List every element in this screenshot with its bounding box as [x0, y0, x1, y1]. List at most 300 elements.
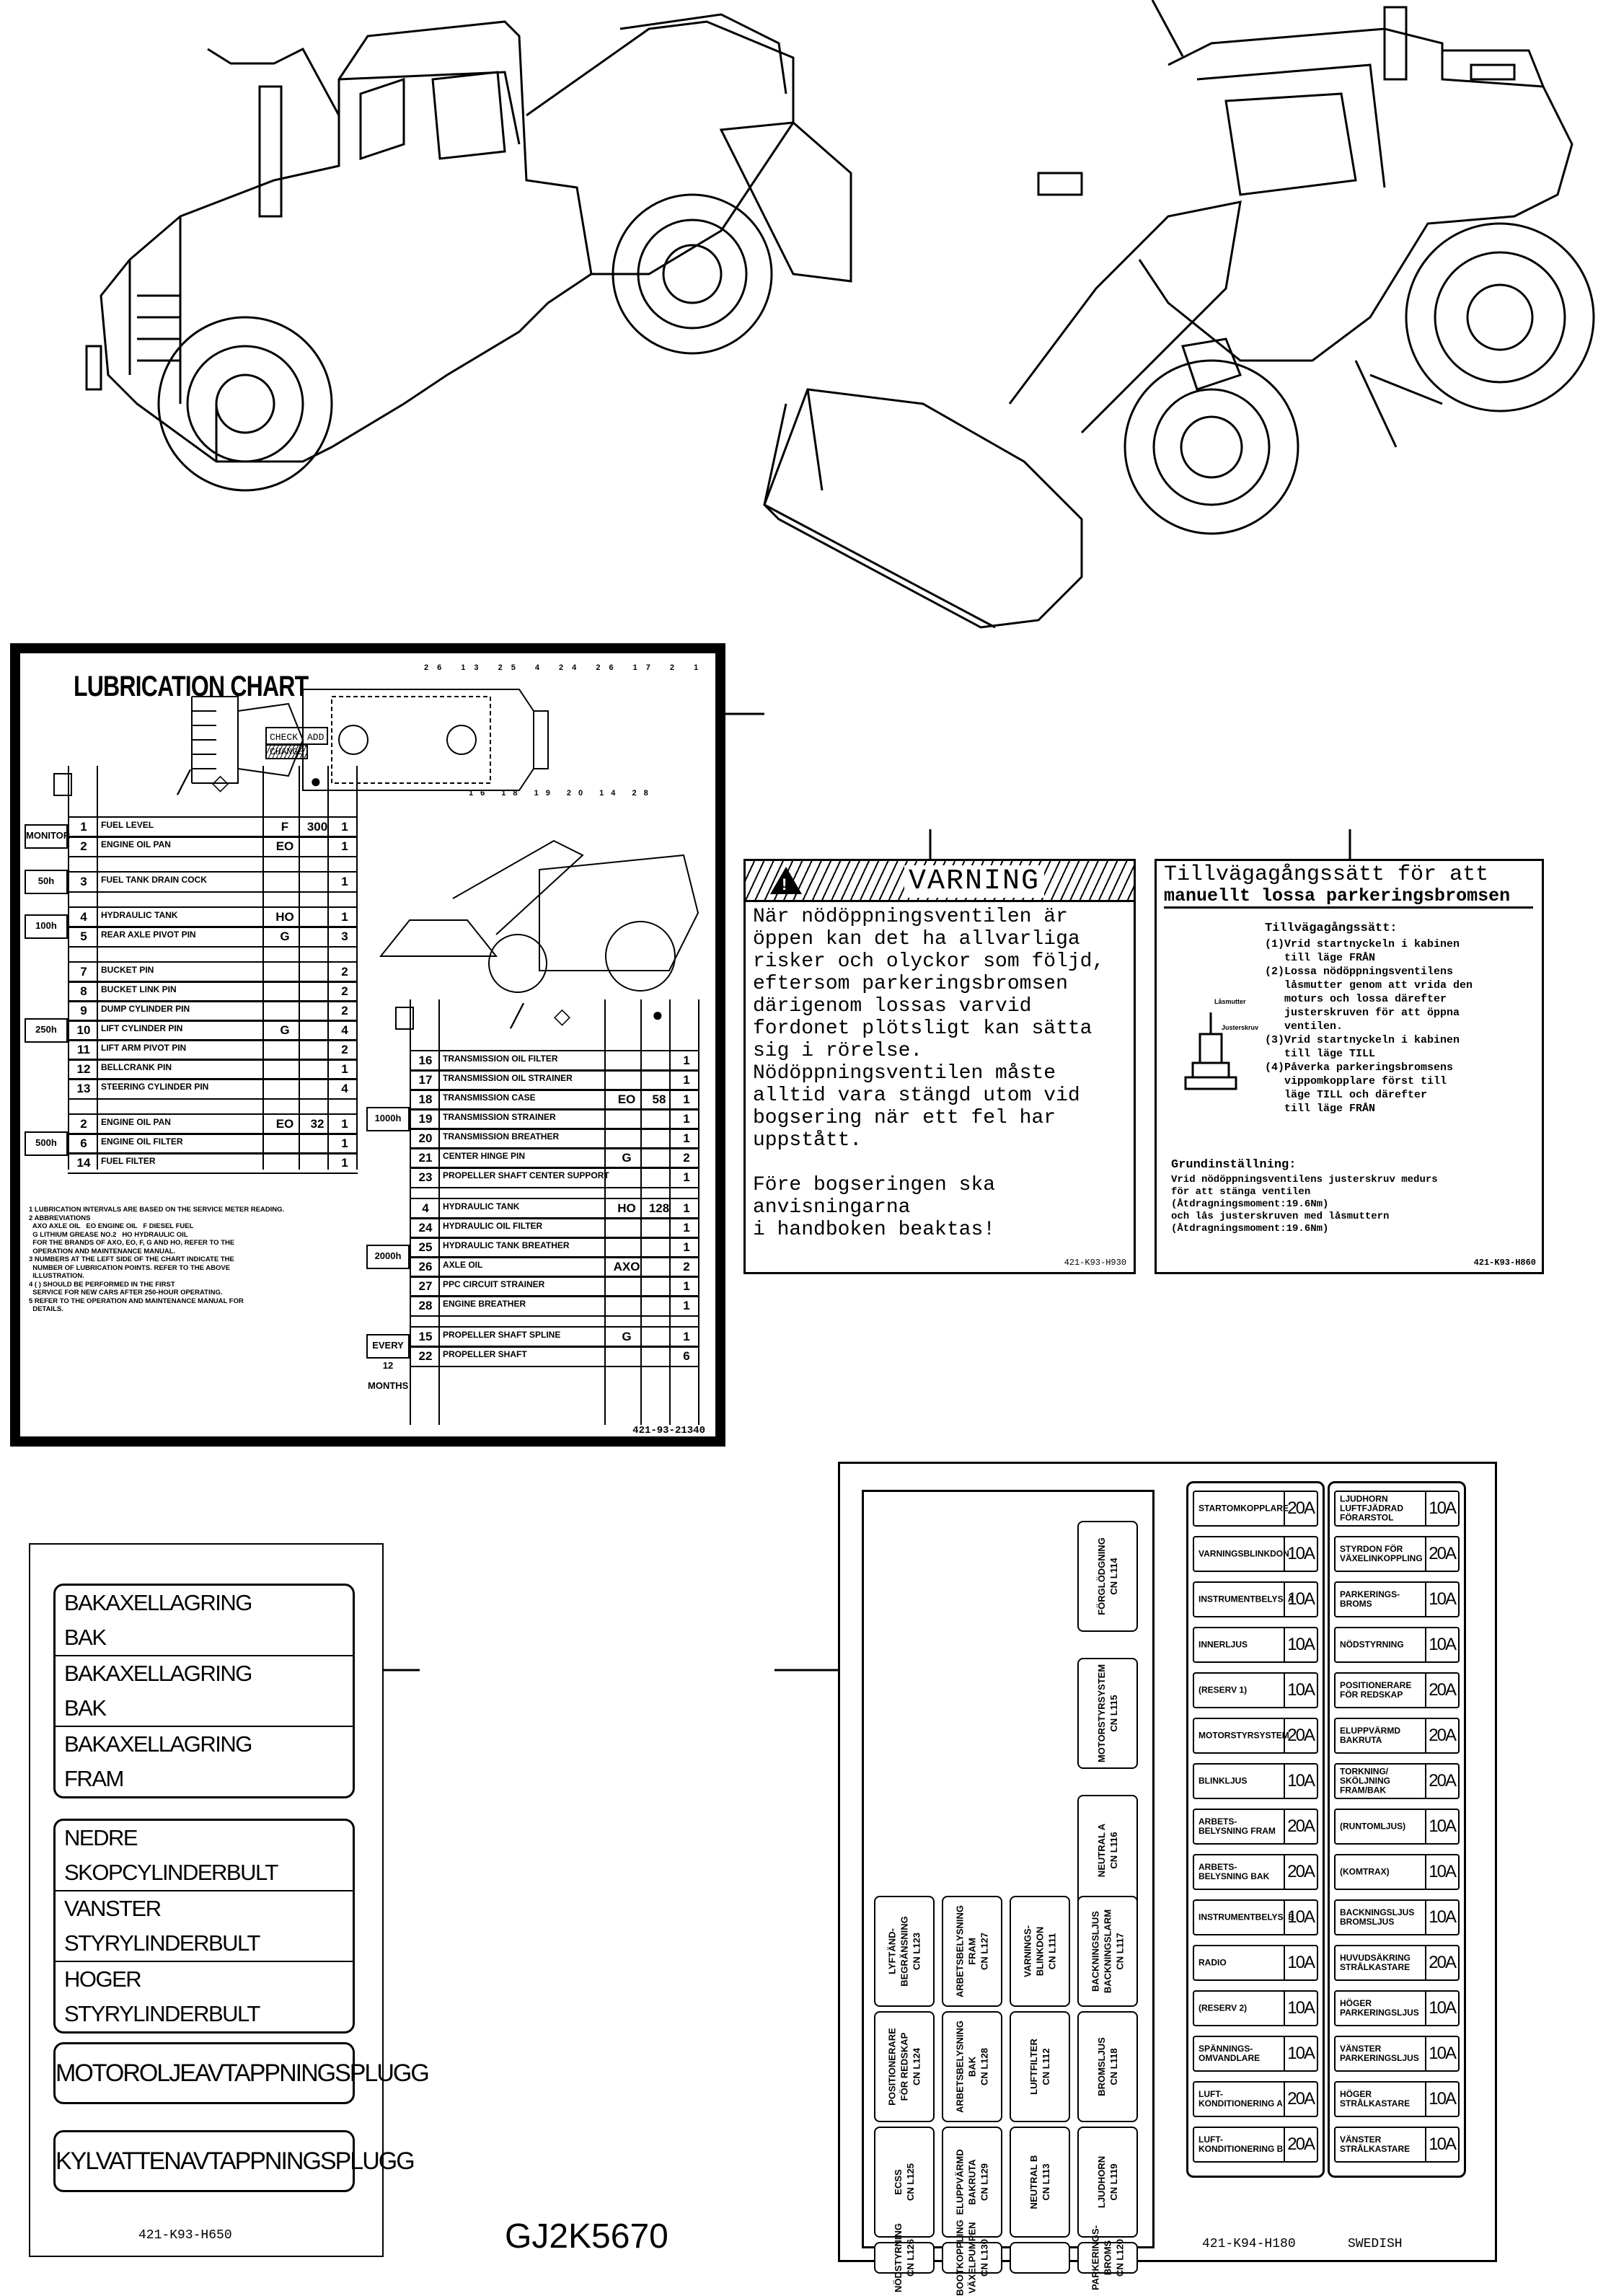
lube-row [410, 1089, 699, 1111]
lube-point-count: 1 [341, 910, 348, 924]
fuse-slot [1193, 1763, 1318, 1799]
lubricant-code: G [622, 1151, 632, 1165]
grease-gun-icon: ╱ [177, 771, 191, 795]
oil-can-icon: ◇ [212, 771, 229, 795]
lube-point-name: LIFT CYLINDER PIN [101, 1023, 183, 1033]
top-view-numbers-bottom: 16 18 19 20 14 28 [469, 789, 655, 798]
lube-point-number: 26 [418, 1260, 433, 1273]
valve-diagram [1171, 1005, 1250, 1092]
fuse-amperage: 20A [1429, 1680, 1455, 1700]
connector-code: CN L126 [905, 2238, 916, 2277]
connector-code: CN L112 [1041, 2048, 1051, 2085]
basic-setting-heading: Grundinställning: [1171, 1158, 1297, 1172]
connector-code: CN L116 [1108, 1832, 1119, 1869]
lube-point-number: 7 [80, 965, 87, 979]
fuse-name: RADIO [1198, 1957, 1227, 1968]
lube-point-count: 1 [683, 1279, 690, 1293]
fuse-slot [1334, 2127, 1460, 2163]
fuse-slot [1193, 1536, 1318, 1572]
lube-row [410, 1198, 699, 1219]
connector-code: CN L125 [905, 2163, 916, 2202]
lubricant-code: F [281, 820, 289, 834]
fuse-amperage: 10A [1429, 1862, 1455, 1881]
lubricant-code: EO [617, 1092, 636, 1106]
connector-name: VARNINGS- BLINKDON [1022, 1925, 1046, 1977]
lube-point-count: 1 [683, 1299, 690, 1312]
fuse-slot [1334, 1718, 1460, 1754]
axle-label-group-1 [53, 1584, 355, 1798]
connector-name: NEUTRAL A [1096, 1823, 1107, 1878]
connector-name: BROMSLJUS [1096, 2037, 1107, 2096]
top-lube-table [25, 766, 363, 1198]
fuse-name: MOTORSTYRSYSTEM [1198, 1730, 1289, 1741]
lube-point-count: 1 [683, 1170, 690, 1184]
lube-point-name: PROPELLER SHAFT [443, 1349, 527, 1359]
connector-code: CN L111 [1046, 1933, 1058, 1970]
lube-point-count: 2 [341, 1043, 348, 1056]
fuse-slot [1334, 1491, 1460, 1527]
fuse-slot [1193, 1899, 1318, 1935]
lube-point-number: 6 [80, 1136, 87, 1150]
connector-name: BACKNINGSLJUS BACKNINGSLARM [1090, 1909, 1113, 1994]
leader-line-left [208, 49, 339, 115]
lube-point-count: 4 [341, 1082, 348, 1095]
fuse-amperage: 10A [1429, 2044, 1455, 2063]
lube-row [68, 1152, 358, 1174]
fuse-slot [1193, 1945, 1318, 1981]
basic-setting-text: Vrid nödöppningsventilens justerskruv medurs för att stänga ventilen (Åtdragningsmoment:19.6Nm) och lås justerskruven med låsmuttern (Åtdragningsmoment:19.6Nm) [1171, 1174, 1438, 1235]
connector-label [892, 2163, 917, 2201]
lubricant-code: G [280, 930, 290, 943]
connector-label [1028, 2155, 1052, 2209]
fuse-amperage: 10A [1429, 2089, 1455, 2109]
connector-name: NEUTRAL B [1028, 2155, 1039, 2209]
lube-point-count: 4 [341, 1023, 348, 1037]
lube-point-count: 1 [341, 1156, 348, 1170]
connector-name: LUFTFILTER [1028, 2039, 1039, 2095]
fuse-slot [1193, 1672, 1318, 1708]
lube-point-name: DUMP CYLINDER PIN [101, 1004, 190, 1014]
connector-code: CN L127 [979, 1932, 990, 1971]
lube-point-name: AXLE OIL [443, 1260, 483, 1270]
connector-label [1095, 1537, 1120, 1615]
fuse-amperage: 10A [1429, 1589, 1455, 1609]
side-view-diagram [366, 812, 712, 999]
lube-point-number: 23 [418, 1170, 433, 1184]
fuse-slot [1193, 2036, 1318, 2072]
lube-row [68, 836, 358, 857]
connector-label [892, 2223, 917, 2292]
connector-code: CN L129 [979, 2163, 990, 2202]
lube-point-number: 22 [418, 1349, 433, 1363]
lube-point-number: 12 [76, 1062, 91, 1076]
lubricant-code: G [622, 1330, 632, 1343]
lube-point-number: 4 [422, 1201, 429, 1215]
service-interval-arrow: 250h [25, 1018, 68, 1043]
warning-decal [743, 859, 1136, 1274]
service-interval-arrow: 100h [25, 914, 68, 939]
lube-point-name: CENTER HINGE PIN [443, 1151, 526, 1161]
lube-point-name: HYDRAULIC TANK [101, 910, 178, 920]
lubricant-quantity: 300 [306, 820, 328, 834]
lube-row [68, 1078, 358, 1100]
lubricant-quantity: 128 [648, 1201, 670, 1215]
lube-row [410, 1256, 699, 1278]
fuse-name: POSITIONERARE FÖR REDSKAP [1340, 1680, 1412, 1700]
fuse-amperage: 20A [1429, 1544, 1455, 1563]
relay-connector [1010, 2011, 1070, 2122]
lube-row [68, 1039, 358, 1061]
fuse-name: SPÄNNINGS- OMVANDLARE [1198, 2044, 1261, 2063]
lube-point-count: 1 [683, 1054, 690, 1067]
fuse-slot [1193, 1809, 1318, 1845]
wheel-loader-illustration [0, 0, 1598, 635]
fuse-amperage: 10A [1429, 1998, 1455, 2018]
fuse-name: INSTRUMENTBELYS. A [1198, 1594, 1294, 1604]
procedure-subtitle: manuellt lossa parkeringsbromsen [1164, 886, 1533, 909]
lube-point-number: 25 [418, 1240, 433, 1254]
lube-point-count: 1 [341, 875, 348, 888]
lube-row [410, 1346, 699, 1367]
bottom-lube-table [366, 999, 705, 1432]
lube-point-number: 11 [77, 1043, 90, 1056]
lube-point-name: ENGINE OIL PAN [101, 839, 171, 849]
connector-label [954, 2220, 991, 2295]
lubrication-part-code: 421-93-21340 [632, 1425, 705, 1436]
lube-point-name: HYDRAULIC TANK BREATHER [443, 1240, 570, 1250]
lube-point-name: TRANSMISSION CASE [443, 1092, 536, 1103]
lube-point-number: 1 [80, 820, 87, 834]
lube-point-name: ENGINE BREATHER [443, 1299, 526, 1309]
fuse-amperage: 20A [1429, 1771, 1455, 1791]
leader-line-warning [923, 829, 937, 861]
fuse-amperage: 20A [1429, 1726, 1455, 1745]
connector-name: ARBETSBELYSNING BAK [954, 2020, 978, 2114]
lube-point-name: REAR AXLE PIVOT PIN [101, 930, 196, 940]
lube-point-count: 1 [683, 1092, 690, 1106]
lubricant-code: EO [275, 1117, 294, 1131]
fuse-name: ELUPPVÄRMD BAKRUTA [1340, 1726, 1401, 1745]
right-loader-outline [764, 7, 1594, 627]
fuse-amperage: 10A [1287, 1680, 1314, 1700]
lube-row [410, 1295, 699, 1317]
lube-row [410, 1326, 699, 1348]
lube-point-count: 1 [341, 839, 348, 853]
fuse-amperage: 10A [1287, 1544, 1314, 1563]
axle-labels-sheet [29, 1543, 428, 2257]
relay-connector [1077, 1896, 1138, 2007]
axle-labels-code: 421-K93-H650 [138, 2228, 232, 2243]
fuse-name: INSTRUMENTBELYS. B [1198, 1912, 1294, 1922]
engine-oil-drain-plug-label: MOTOROLJEAVTAPPNINGSPLUGG [53, 2042, 355, 2104]
relay-connector [1077, 2127, 1138, 2238]
fuse-slot [1334, 2036, 1460, 2072]
diagram-label-adjust-screw: Justerskruv [1222, 1024, 1259, 1031]
lube-row [68, 1000, 358, 1022]
fuse-name: HÖGER PARKERINGSLJUS [1340, 1998, 1419, 2018]
fuse-label-language: SWEDISH [1348, 2237, 1403, 2251]
fuse-name: LUFT- KONDITIONERING A [1198, 2089, 1283, 2109]
fuse-slot [1334, 1763, 1460, 1799]
leader-line-axle [381, 1666, 420, 1674]
fuse-slot [1193, 1581, 1318, 1617]
lubricant-code: HO [275, 910, 294, 924]
lube-point-number: 21 [418, 1151, 433, 1165]
lubricant-code: AXO [613, 1260, 640, 1273]
procedure-code: 421-K93-H860 [1473, 1258, 1536, 1268]
lube-row [68, 981, 358, 1002]
lube-point-count: 1 [683, 1240, 690, 1254]
lube-point-number: 5 [80, 930, 87, 943]
connector-code: CN L117 [1114, 1933, 1126, 1970]
relay-connector [1077, 1521, 1138, 1632]
lube-point-number: 18 [418, 1092, 433, 1106]
lubricant-quantity: 58 [652, 1092, 666, 1106]
lube-point-name: HYDRAULIC TANK [443, 1201, 520, 1211]
connector-code: CN L119 [1108, 2163, 1119, 2201]
figure-id: GJ2K5670 [505, 2217, 668, 2256]
connector-label [954, 1905, 991, 1997]
fuse-amperage: 20A [1429, 1953, 1455, 1972]
parking-brake-procedure-decal [1155, 859, 1544, 1274]
fuse-name: LUFT- KONDITIONERING B [1198, 2134, 1284, 2154]
lube-row [410, 1108, 699, 1130]
connector-name: LYFTÄND- BEGRÄNSNING [886, 1916, 910, 1987]
relay-connector [942, 2220, 1002, 2296]
fuse-slot [1193, 1990, 1318, 2026]
lubrication-notes: 1 LUBRICATION INTERVALS ARE BASED ON THE SERVICE METER READING. 2 ABBREVIATIONS AXO AXLE OIL EO ENGINE OIL F DIESEL FUEL G LITHIUM GREASE NO.2 HO HYDRAULIC OIL FOR THE BRANDS OF AXO, EO, F, G AND HO, REFER TO THE OPERATION AND MAINTENANCE MANUAL. 3 NUMBERS AT THE LEFT SIDE OF THE CHART INDICATE THE NUMBER OF LUBRICATION POINTS. REFER TO THE ABOVE ILLUSTRATION. 4 ( ) SHOULD BE PERFORMED IN THE FIRST SERVICE FOR NEW CARS AFTER 250-HOUR OPERATING. 5 REFER TO THE OPERATION AND MAINTENANCE MANUAL FOR DETAILS. [29, 1206, 285, 1313]
fuse-name: VÄNSTER STRÅLKASTARE [1340, 2134, 1411, 2154]
connector-label [1095, 1664, 1120, 1762]
fuse-name: PARKERINGS- BROMS [1340, 1589, 1400, 1609]
fuse-slot [1334, 1854, 1460, 1890]
leader-line-procedure [1343, 829, 1357, 861]
connector-label [886, 2028, 923, 2106]
connector-name: BOOTKOPPLING VÄXELPUMPEN [954, 2220, 978, 2296]
lube-point-name: STEERING CYLINDER PIN [101, 1082, 209, 1092]
diagram-label-locknut: Låsmutter [1214, 998, 1246, 1005]
axle-label-group-2 [53, 1819, 355, 2034]
lube-point-name: LIFT ARM PIVOT PIN [101, 1043, 187, 1053]
relay-connector-panel [862, 1490, 1155, 2296]
fuse-amperage: 10A [1287, 1771, 1314, 1791]
connector-code: CN L130 [979, 2238, 990, 2277]
service-interval-arrow: 50h [25, 870, 68, 894]
lube-point-name: PROPELLER SHAFT CENTER SUPPORT [443, 1170, 609, 1180]
lube-point-name: ENGINE OIL PAN [101, 1117, 171, 1127]
lube-point-name: PPC CIRCUIT STRAINER [443, 1279, 545, 1289]
coolant-drain-plug-label: KYLVATTENAVTAPPNINGSPLUGG [53, 2130, 355, 2192]
lubricant-quantity: 32 [310, 1117, 325, 1131]
lube-point-number: 16 [418, 1054, 433, 1067]
relay-connector [1077, 1795, 1138, 1906]
fuse-box-decal [838, 1462, 1497, 2296]
lube-point-number: 14 [76, 1156, 91, 1170]
leader-line-right-2 [1370, 375, 1442, 404]
fuse-slot [1334, 1809, 1460, 1845]
leader-line-right-1 [1356, 361, 1396, 447]
procedure-steps: (1)Vrid startnyckeln i kabinen till läge FRÅN (2)Lossa nödöppningsventilens låsmutter genom att vrida den moturs och lossa därefter justerskruven för att öppna ventilen. (3)Vrid startnyckeln i kabinen till läge TILL (4)Påverka parkeringsbromsens vippomkopplare först till läge TILL och därefter till läge FRÅN [1265, 938, 1473, 1115]
fuse-name: (RUNTOMLJUS) [1340, 1821, 1406, 1832]
fuse-amperage: 20A [1287, 2134, 1314, 2154]
grease-gun-icon: ╱ [511, 1004, 524, 1028]
connector-code: CN L120 [1114, 2238, 1126, 2277]
connector-label [1090, 2225, 1126, 2290]
fuse-name: (KOMTRAX) [1340, 1866, 1390, 1877]
fuse-slot [1193, 1854, 1318, 1890]
fuse-amperage: 20A [1287, 1726, 1314, 1745]
lube-point-count: 1 [683, 1073, 690, 1087]
fuse-amperage: 10A [1287, 1907, 1314, 1927]
fuse-amperage: 20A [1287, 1498, 1314, 1518]
fuse-name: STYRDON FÖR VÄXELINKOPPLING [1340, 1544, 1423, 1563]
connector-label [1090, 1909, 1126, 1993]
lube-point-number: 27 [418, 1279, 433, 1293]
relay-connector [1077, 2225, 1138, 2291]
fuse-name: TORKNING/ SKÖLJNING FRAM/BAK [1340, 1766, 1391, 1796]
lube-point-name: BUCKET LINK PIN [101, 984, 177, 994]
fuse-slot [1193, 1718, 1318, 1754]
connector-name: LJUDHORN [1096, 2155, 1107, 2209]
warning-body: När nödöppningsventilen är öppen kan det ha allvarliga risker och olyckor som följd, eftersom parkeringsbromsen därigenom lossas varvid fordonet plötsligt kan sätta sig i rörelse. Nödöppningsventilen måste alltid vara stängd utom vid bogsering när ett fel har uppstått. Före bogseringen ska anvisningarna i handboken beaktas! [753, 906, 1105, 1241]
fuse-name: VÄNSTER PARKERINGSLJUS [1340, 2044, 1419, 2063]
fuse-amperage: 20A [1287, 1862, 1314, 1881]
connector-code: CN L114 [1108, 1558, 1119, 1595]
fuse-amperage: 10A [1429, 1907, 1455, 1927]
lube-row [410, 1217, 699, 1239]
connector-name: NÖDSTYRNING [893, 2222, 904, 2293]
lube-point-name: FUEL FILTER [101, 1156, 156, 1166]
lube-point-count: 3 [341, 930, 348, 943]
book-icon [53, 773, 72, 796]
relay-connector [942, 1896, 1002, 2007]
axle-label-4: NEDRE SKOPCYLINDERBULT [56, 1821, 353, 1891]
lube-point-name: BELLCRANK PIN [101, 1062, 172, 1072]
lubricant-code: HO [617, 1201, 636, 1215]
service-interval-arrow: 2000h [366, 1245, 410, 1269]
lubricant-code: EO [275, 839, 294, 853]
fuse-slot [1334, 1627, 1460, 1663]
fuse-slot [1334, 1945, 1460, 1981]
lube-point-count: 1 [683, 1221, 690, 1235]
connector-label [1095, 1824, 1120, 1877]
fuse-slot [1334, 1536, 1460, 1572]
lube-row [68, 871, 358, 893]
relay-connector [874, 1896, 935, 2007]
lube-point-number: 2 [80, 1117, 87, 1131]
warning-header [746, 861, 1134, 902]
connector-label [1022, 1925, 1059, 1977]
lube-point-name: BUCKET PIN [101, 965, 154, 975]
lube-row [410, 1237, 699, 1258]
connector-name: ARBETSBELYSNING FRAM [954, 1904, 978, 1998]
procedure-title: Tillvägagångssätt för att [1164, 862, 1489, 887]
fuse-slot [1193, 2081, 1318, 2117]
fuse-amperage: 10A [1429, 2134, 1455, 2154]
axle-label-5: VANSTER STYRYLINDERBULT [56, 1891, 353, 1962]
lube-point-count: 1 [683, 1112, 690, 1126]
lube-point-number: 9 [80, 1004, 87, 1017]
lube-point-number: 20 [418, 1131, 433, 1145]
fuse-name: BACKNINGSLJUS BROMSLJUS [1340, 1907, 1415, 1927]
connector-name: ELUPPVÄRMD BAKRUTA [954, 2149, 978, 2215]
leader-line-chart [724, 707, 767, 721]
fuse-amperage: 10A [1287, 2044, 1314, 2063]
exclamation-icon: ! [782, 875, 787, 893]
relay-connector [874, 2011, 935, 2122]
relay-connector [1077, 2011, 1138, 2122]
fuse-slot [1334, 1899, 1460, 1935]
lube-row [68, 1133, 358, 1154]
lube-point-number: 8 [80, 984, 87, 998]
fuse-slot [1334, 1581, 1460, 1617]
fuse-amperage: 20A [1287, 2089, 1314, 2109]
fuse-label-code: 421-K94-H180 [1202, 2237, 1296, 2251]
connector-code: CN L128 [979, 2047, 990, 2086]
lube-row [68, 906, 358, 928]
lube-point-count: 2 [341, 965, 348, 979]
lube-point-number: 17 [418, 1073, 433, 1087]
fuse-name: LJUDHORN LUFTFJÄDRAD FÖRARSTOL [1340, 1493, 1403, 1523]
service-interval-arrow: 500h [25, 1131, 68, 1156]
connector-code: CN L113 [1041, 2163, 1051, 2201]
relay-connector [874, 2127, 935, 2238]
lube-point-number: 10 [76, 1023, 91, 1037]
book-icon [395, 1007, 414, 1030]
fuse-amperage: 10A [1429, 1635, 1455, 1654]
lube-row [68, 1113, 358, 1135]
lube-row [410, 1147, 699, 1169]
relay-connector [1077, 1658, 1138, 1769]
lube-point-number: 4 [80, 910, 87, 924]
relay-connector [1010, 2127, 1070, 2238]
lube-point-number: 3 [80, 875, 87, 888]
lube-point-number: 15 [418, 1330, 433, 1343]
connector-label [954, 2021, 991, 2113]
relay-connector [1010, 1896, 1070, 2007]
axle-label-1: BAKAXELLAGRING BAK [56, 1586, 353, 1656]
relay-connector [942, 2011, 1002, 2122]
fuse-name: HÖGER STRÅLKASTARE [1340, 2089, 1411, 2109]
fuse-column-left [1186, 1481, 1325, 2178]
fuse-amperage: 10A [1429, 1816, 1455, 1836]
lube-row [68, 961, 358, 983]
service-interval-arrow: MONITOR [25, 824, 68, 849]
service-interval-arrow: 1000h [366, 1107, 410, 1131]
warning-code: 421-K93-H930 [1064, 1258, 1126, 1268]
lube-point-name: TRANSMISSION STRAINER [443, 1112, 556, 1122]
oil-drop-icon: ● [310, 770, 322, 792]
lube-point-number: 2 [80, 839, 87, 853]
warning-title: VARNING [904, 865, 1044, 898]
leader-line-fuse [774, 1666, 839, 1674]
lubricant-code: G [280, 1023, 290, 1037]
oil-can-icon: ◇ [554, 1004, 571, 1028]
check-add-legend: CHECK・ADD [265, 727, 328, 745]
lube-row [410, 1050, 699, 1072]
fuse-amperage: 10A [1287, 1953, 1314, 1972]
connector-code: CN L123 [911, 1932, 922, 1971]
lube-point-name: TRANSMISSION BREATHER [443, 1131, 560, 1142]
lube-point-name: ENGINE OIL FILTER [101, 1136, 183, 1147]
fuse-amperage: 10A [1287, 1589, 1314, 1609]
lube-point-count: 2 [683, 1260, 690, 1273]
fuse-slot [1334, 2081, 1460, 2117]
top-view-numbers: 26 13 25 4 24 26 17 2 1 [424, 663, 707, 672]
lube-point-count: 1 [683, 1131, 690, 1145]
lube-point-number: 13 [76, 1082, 91, 1095]
lube-point-count: 2 [341, 1004, 348, 1017]
